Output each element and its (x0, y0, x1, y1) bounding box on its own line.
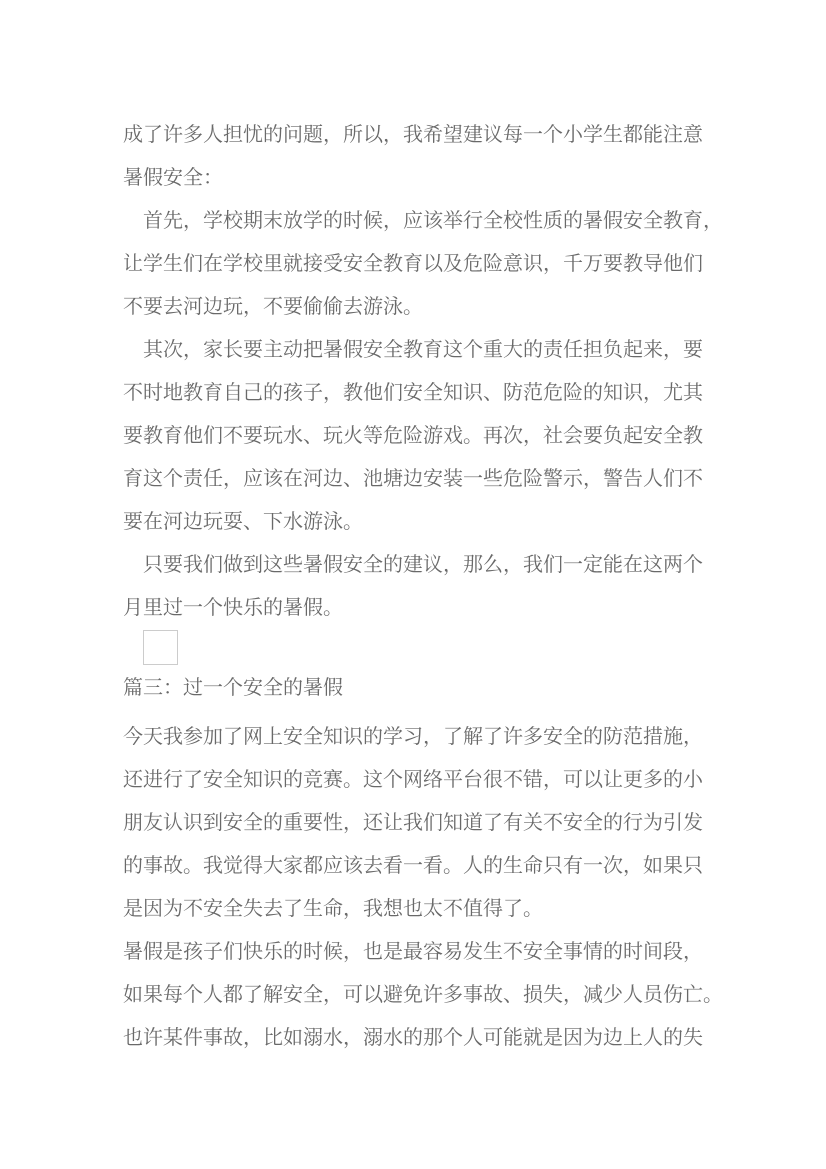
text-line: 要教育他们不要玩水、玩火等危险游戏。再次，社会要负起安全教 (123, 425, 703, 447)
text-line: 还进行了安全知识的竞赛。这个网络平台很不错，可以让更多的小 (123, 769, 703, 791)
text-line: 月里过一个快乐的暑假。 (123, 597, 343, 619)
text-line: 的事故。我觉得大家都应该去看一看。人的生命只有一次，如果只 (123, 855, 703, 877)
text-line: 首先，学校期末放学的时候，应该举行全校性质的暑假安全教育， (143, 210, 723, 232)
text-line: 要在河边玩耍、下水游泳。 (123, 511, 363, 533)
broken-image-placeholder (143, 630, 178, 665)
text-line: 今天我参加了网上安全知识的学习，了解了许多安全的防范措施， (123, 726, 703, 748)
text-line: 育这个责任，应该在河边、池塘边安装一些危险警示，警告人们不 (123, 468, 703, 490)
text-line: 让学生们在学校里就接受安全教育以及危险意识，千万要教导他们 (123, 253, 703, 275)
text-line: 是因为不安全失去了生命，我想也太不值得了。 (123, 898, 543, 920)
text-line: 只要我们做到这些暑假安全的建议，那么，我们一定能在这两个 (143, 554, 703, 576)
text-line: 暑假安全： (123, 167, 223, 189)
part3-title: 篇三：过一个安全的暑假 (123, 677, 343, 699)
text-line: 暑假是孩子们快乐的时候，也是最容易发生不安全事情的时间段， (123, 941, 703, 963)
text-line: 如果每个人都了解安全，可以避免许多事故、损失，减少人员伤亡。 (123, 984, 723, 1006)
text-line: 其次，家长要主动把暑假安全教育这个重大的责任担负起来，要 (143, 339, 703, 361)
text-line: 朋友认识到安全的重要性，还让我们知道了有关不安全的行为引发 (123, 812, 703, 834)
text-line: 成了许多人担忧的问题，所以，我希望建议每一个小学生都能注意 (123, 124, 703, 146)
text-line: 也许某件事故，比如溺水，溺水的那个人可能就是因为边上人的失 (123, 1027, 703, 1049)
text-line: 不时地教育自己的孩子，教他们安全知识、防范危险的知识，尤其 (123, 382, 703, 404)
text-line: 不要去河边玩，不要偷偷去游泳。 (123, 296, 423, 318)
